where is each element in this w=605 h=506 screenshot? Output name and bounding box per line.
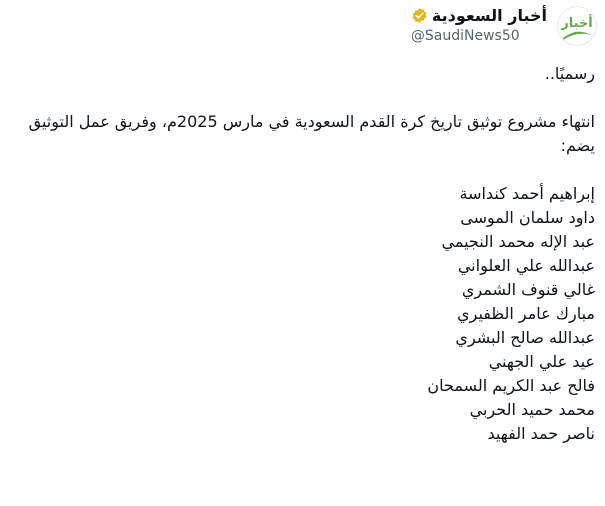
tweet-opening: رسميًا.. <box>544 64 595 83</box>
list-item: عبدالله علي العلواني <box>457 256 595 275</box>
name-row <box>411 6 547 25</box>
list-item: فالح عبد الكريم السمحان <box>427 376 595 395</box>
tweet-body <box>8 62 595 446</box>
members-list <box>8 182 595 446</box>
list-item: عبد الإله محمد النجيمي <box>441 232 595 251</box>
list-item: داود سلمان الموسى <box>460 208 595 227</box>
account-handle[interactable]: @SaudiNews50 <box>410 28 520 44</box>
account-names <box>411 4 547 44</box>
list-item: إبراهيم أحمد كنداسة <box>459 184 595 203</box>
list-item: ناصر حمد الفهيد <box>487 424 595 443</box>
verified-badge-icon <box>411 7 428 24</box>
avatar[interactable] <box>557 6 597 46</box>
avatar-logo-text: أخبار <box>561 15 593 31</box>
list-item: غالي قنوف الشمري <box>461 280 595 299</box>
display-name[interactable]: أخبار السعودية <box>431 6 547 25</box>
tweet-header <box>411 4 597 48</box>
list-item: مبارك عامر الظفيري <box>457 304 595 323</box>
list-item: عبدالله صالح البشري <box>455 328 595 347</box>
list-item: عيد علي الجهني <box>488 352 595 371</box>
tweet-paragraph: انتهاء مشروع توثيق تاريخ كرة القدم السعودية في مارس 2025م، وفريق عمل التوثيق يضم: <box>28 112 595 155</box>
logo-swoosh-icon <box>562 29 592 41</box>
list-item: محمد حميد الحربي <box>469 400 595 419</box>
